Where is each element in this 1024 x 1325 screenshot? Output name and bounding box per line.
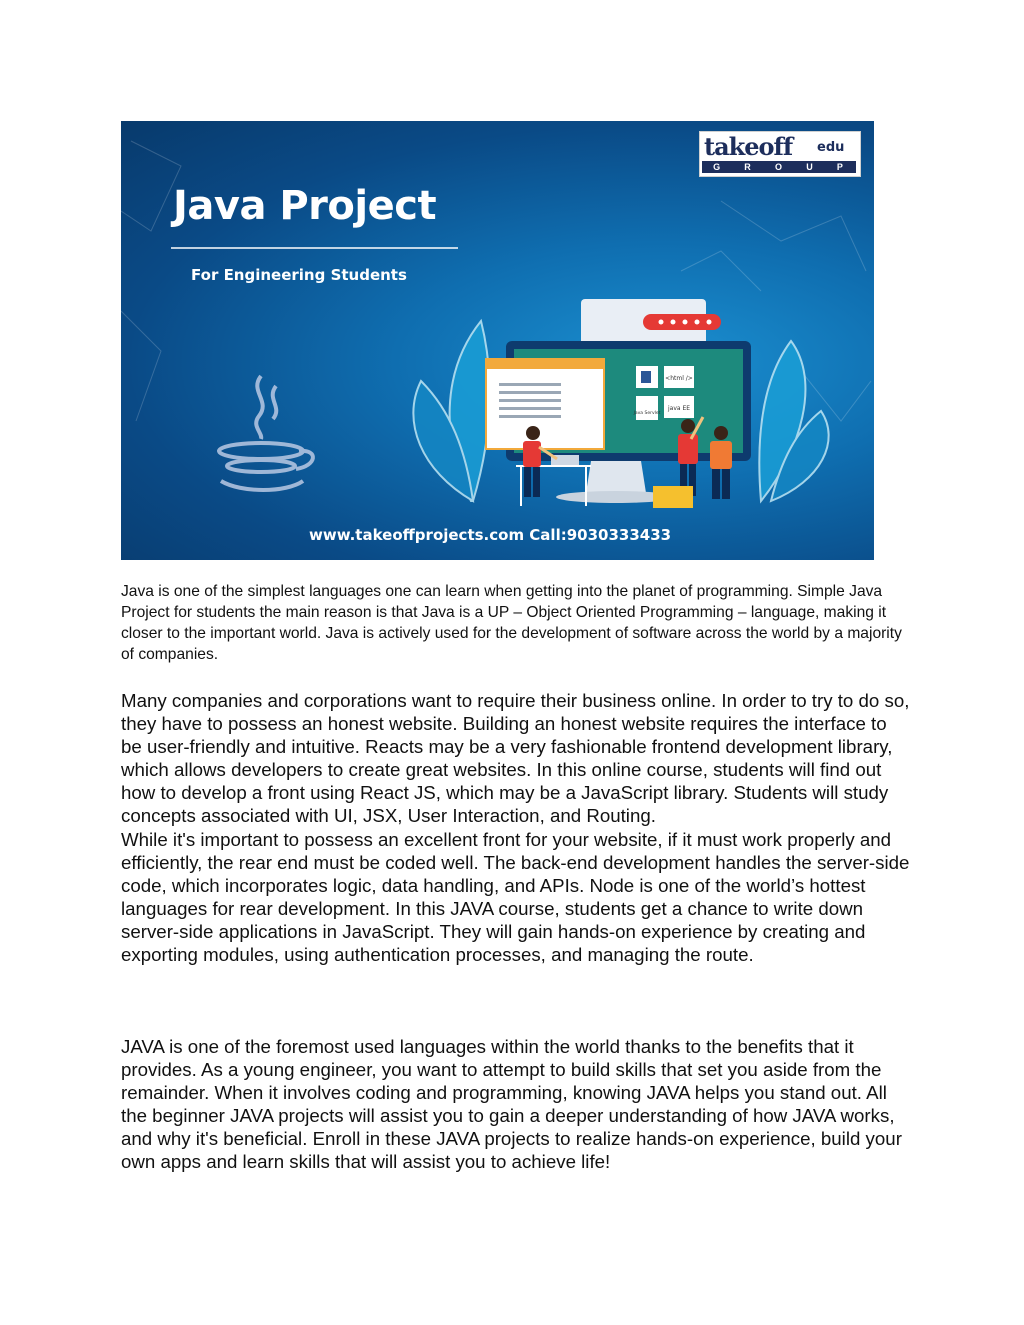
plant-right (759, 341, 828, 501)
servlet-tile-label: Java Servlet (633, 411, 661, 416)
code-window (486, 359, 604, 449)
intro-paragraph: Java is one of the simplest languages one can learn when getting into the planet of programming. Simple Java Project for students the main reason is that Java is a UP – Object Oriented Programming – language, making it closer to the important world. Java is actively used for the development of software across the world by a majority of companies. (121, 583, 902, 663)
plant-left (413, 321, 489, 501)
banner-contact: www.takeoffprojects.com Call:9030333433 (309, 526, 672, 544)
body-paragraph-2 (121, 689, 911, 966)
paragraph-frontend: Many companies and corporations want to require their business online. In order to try to do so, they have to possess an honest website. Building an honest website requires the interface to be user-friendly and intuitive. Reacts may be a very fashionable frontend development library, which allows developers to create great websites. In this online course, students will find out how to develop a front using React JS, which may be a JavaScript library. Students will study concepts associated with UI, JSX, User Interaction, and Routing. (121, 690, 910, 827)
logo-edu: edu (817, 140, 845, 155)
servlet-tile (636, 396, 658, 420)
java-cup-icon (219, 376, 313, 490)
logo-letter: P (836, 162, 845, 172)
html-tile-label: <html /> (665, 375, 693, 382)
logo-group-bar (702, 161, 856, 173)
banner-subtitle: For Engineering Students (191, 266, 407, 284)
logo-letter: R (744, 162, 753, 172)
takeoff-logo (699, 131, 861, 177)
logo-letter: U (806, 162, 815, 172)
banner-image (121, 121, 874, 560)
body-paragraph-3: JAVA is one of the foremost used languages within the world thanks to the benefits that it provides. As a young engineer, you want to attempt to build skills that set you aside from the remainder. When it involves coding and programming, knowing JAVA helps you stand out. All the beginner JAVA projects will assist you to gain a deeper understanding of how JAVA works, and why it's beneficial. Enroll in these JAVA projects to realize hands-on experience, build your own apps and learn skills that will assist you to achieve life! (121, 1036, 902, 1173)
javaee-tile-label: java EE (667, 405, 691, 412)
logo-letter: G (713, 162, 723, 172)
banner-title: Java Project (173, 183, 437, 229)
banner-divider (171, 247, 458, 249)
paragraph-backend: While it's important to possess an excellent front for your website, if it must work properly and efficiently, the rear end must be coded well. The back-end development handles the server-side code, which incorporates logic, data handling, and APIs. Node is one of the world’s hottest languages for rear development. In this JAVA course, students get a chance to write down server-side applications in JavaScript. They will gain hands-on experience by creating and exporting modules, using authentication processes, and managing the route. (121, 828, 910, 966)
logo-letter: O (774, 162, 784, 172)
box (653, 486, 693, 508)
logo-word: takeoff (704, 132, 793, 161)
